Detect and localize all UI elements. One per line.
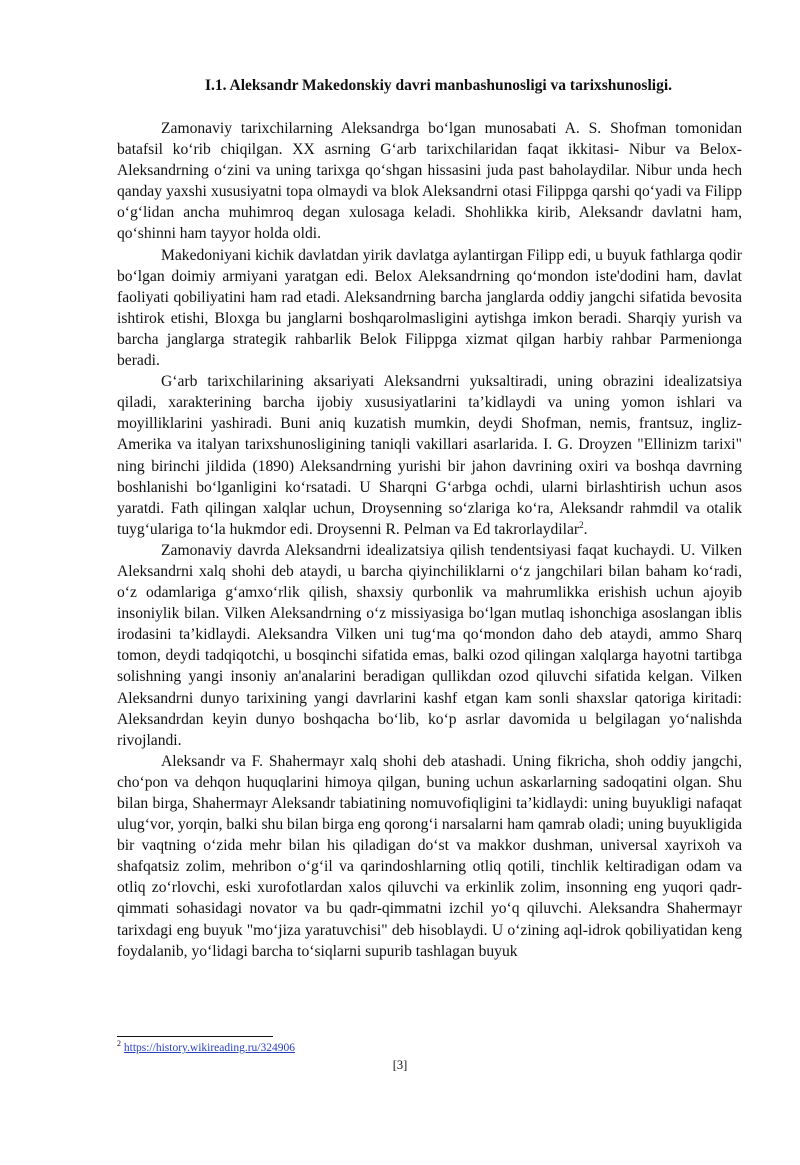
paragraph-3-text: G‘arb tarixchilarining aksariyati Aleksandrni yuksaltiradi, uning obrazini idealizatsiya qiladi, xarakterining barcha ijobiy xususiyatlarini ta’kidlaydi va uning yomon ishlari va moyilliklarini yashiradi. Buni aniq kuzatish mumkin, deydi Shofman, nemis, frantsuz, ingliz-Amerika va italyan tarixshunosligining taniqli vakillari asarlarida. I. G. Droyzen "Ellinizm tarixi" ning birinchi jildida (1890) Aleksandrning yurishi bir jahon davrining oxiri va boshqa davrning boshlanishi bo‘lganligini ko‘rsatadi. U Sharqni G‘arbga ochdi, ularni birlashtirish uchun asos yaratdi. Fath qilingan xalqlar uchun, Droysenning so‘zlariga ko‘ra, Aleksandr rahmdil va otalik tuyg‘ulariga to‘la hukmdor edi. Droysenni R. Pelman va Ed takrorlaydilar: [117, 373, 742, 538]
paragraph-1: Zamonaviy tarixchilarning Aleksandrga bo‘lgan munosabati A. S. Shofman tomonidan batafsil ko‘rib chiqilgan. XX asrning G‘arb tarixchilaridan faqat ikkitasi- Nibur va Belox-Aleksandrning o‘zini va uning tarixga qo‘shgan hissasini juda past baholaydilar. Nibur unda hech qanday yaxshi xususiyatni topa olmaydi va blok Aleksandrni otasi Filippga qarshi qo‘yadi va Filipp o‘g‘lidan ancha muhimroq degan xulosaga keladi. Shohlikka kirib, Aleksandr davlatni ham, qo‘shinni ham tayyor holda oldi.: [117, 120, 742, 243]
section-heading: I.1. Aleksandr Makedonskiy davri manbashunosligi va tarixshunosligi.: [205, 77, 672, 94]
page-body: [117, 74, 742, 962]
paragraph-2: Makedoniyani kichik davlatdan yirik davlatga aylantirgan Filipp edi, u buyuk fathlarga qodir bo‘lgan doimiy armiyani yaratgan edi. Belox Aleksandrning qo‘mondon iste'dodini ham, davlat faoliyati qobiliyatini ham rad etadi. Aleksandrning barcha janglarda oddiy jangchi sifatida bevosita ishtirok etishi, Bloxga bu janglarni boshqarolmasligini aytishga imkon beradi. Sharqiy yurish va barcha janglarga strategik rahbarlik Belok Filippga xizmat qilgan harbiy rahbar Parmenionga beradi.: [117, 246, 742, 370]
paragraph-5: Aleksandr va F. Shahermayr xalq shohi deb atashadi. Uning fikricha, shoh oddiy jangchi, cho‘pon va dehqon huquqlarini himoya qilgan, buning uchun askarlarning sadoqatini olgan. Shu bilan birga, Shahermayr Aleksandr tabiatining nomuvofiqligini ta’kidlaydi: uning buyukligi nafaqat ulug‘vor, yorqin, balki shu bilan birga eng qorong‘i narsalarni ham qamrab oladi; uning buyukligida bir vaqtning o‘zida mehr bilan his qiladigan do‘st va makkor dushman, universal xayrixoh va shafqatsiz zolim, mehribon o‘g‘il va qarindoshlarning otliq qotili, tinchlik keltiradigan odam va otliq zo‘rlovchi, eski xurofotlardan xalos qiluvchi va erkinlik zolim, insonning eng yuqori qadr-qimmati sohasidagi novator va bu qadr-qimmatni izchil yo‘q qiluvchi. Aleksandra Shahermayr tarixdagi eng buyuk "mo‘jiza yaratuvchisi" deb hisoblaydi. U o‘zining aql-idrok qobiliyatidan keng foydalanib, yo‘lidagi barcha to‘siqlarni supurib tashlagan buyuk: [117, 752, 742, 960]
footnote-divider: [117, 1036, 273, 1037]
footnote-link[interactable]: https://history.wikireading.ru/324906: [123, 1042, 295, 1054]
paragraph-3: [117, 371, 742, 540]
page-number: [3]: [392, 1058, 408, 1072]
footnote: [117, 1041, 295, 1055]
paragraph-4: Zamonaviy davrda Aleksandrni idealizatsiya qilish tendentsiyasi faqat kuchaydi. U. Vilken Aleksandrni xalq shohi deb ataydi, u barcha qiyinchiliklarni o‘z jangchilari bilan baham ko‘radi, o‘z odamlariga g‘amxo‘rlik qilish, shaxsiy qurbonlik va mahrumlikka erishish uchun ajoyib insoniylik bilan. Vilken Aleksandrning o‘z missiyasiga bo‘lgan mutlaq ishonchiga asoslangan iblis irodasini ta’kidlaydi. Aleksandra Vilken uni tug‘ma qo‘mondon daho deb ataydi, ammo Sharq tomon, deydi tadqiqotchi, u bosqinchi sifatida emas, balki ozod qilingan xalqlarga hayotni tartibga solishning yangi insoniy an'analarini beradigan qullikdan ozod qiluvchi sifatida kelgan. Vilken Aleksandrni dunyo tarixining yangi davrlarini kashf etgan kam sonli shaxslar qatoriga kiritadi: Aleksandrdan keyin dunyo boshqacha bo‘lib, ko‘p asrlar davomida u belgilagan yo‘nalishda rivojlandi.: [117, 541, 742, 749]
footnote-number: 2: [117, 1039, 121, 1049]
paragraph-3-end: .: [583, 520, 588, 538]
footnote-reference[interactable]: 2: [579, 519, 584, 530]
